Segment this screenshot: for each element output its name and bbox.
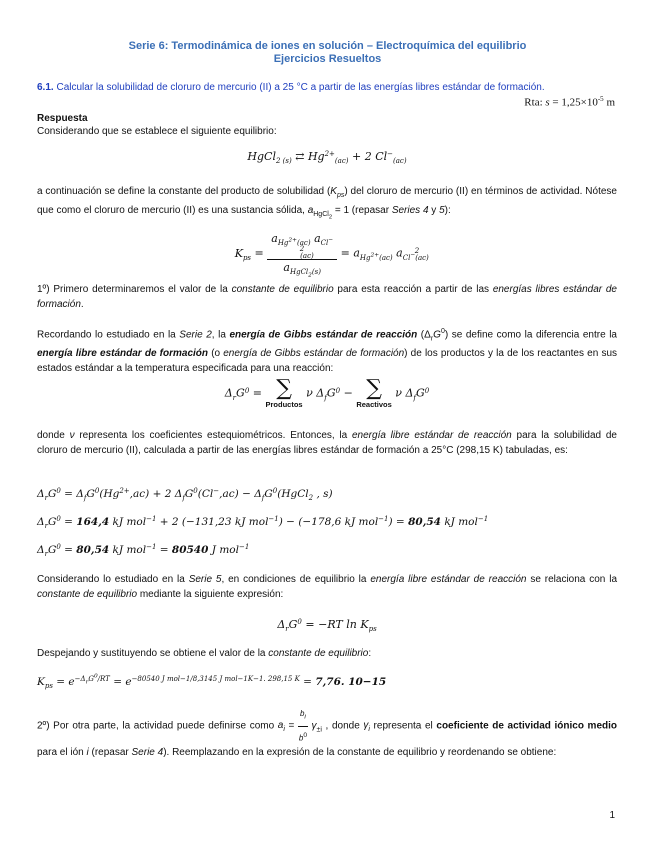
paragraph-step2: 2º) Por otra parte, la actividad puede definirse como $a_i$ = $\frac{b_i}{b^0}$ $\gamma_{\pm i}$ , donde $\gamma_i$ representa el coeficiente de actividad iónico medio para el ión i (repasar Serie 4). Reemplazando en la expresión de la constante de equilibrio y reordenando se obtiene:: [37, 706, 617, 760]
problem-statement: [37, 82, 637, 93]
answer-line: Rta: $s = 1,25\times 10^{-5}$ m: [524, 95, 615, 109]
equation-equilibrium: HgCl$_{2 (s)}$ ⇄ $Hg^{2+}_{(ac)} + 2$ $Cl^-_{(ac)}$: [247, 150, 407, 165]
paragraph-kps-definition: a continuación se define la constante del producto de solubilidad $(K_{ps})$ del cloruro de mercurio (II) en términos de actividad. Nótese que como el cloruro de mercurio (II) es una sustancia sólida, $a_{HgCl_2} = 1$ (repasar Series 4 y 5):: [37, 186, 617, 221]
page-number: 1: [609, 810, 615, 821]
paragraph-solving: Despejando y sustituyendo se obtiene el valor de la constante de equilibrio:: [37, 648, 372, 659]
equation-kps: $K_{ps}$ = $\frac{a_{Hg^{2+}(ac)} a_{Cl^-(ac)}^2}{a_{HgCl_2(s)}}$ = $a_{Hg^{2+}(ac)}$ $a_{Cl^-(ac)}^2$: [234, 232, 429, 279]
paragraph-gibbs-definition: Recordando lo estudiado en la Serie 2, la energía de Gibbs estándar de reacción $(\Delta_rG^0)$ se define como la diferencia entre la energía libre estándar de formación (o energía de Gibbs estándar de formación) de los productos y la de los reactantes en sus estados estándar a la temperatura especificada para una reacción:: [37, 328, 618, 375]
equation-gibbs-joules: $\Delta_rG^0 = 80,54$ kJ mol$^{-1}$ = 80540 J mol$^{-1}$: [37, 543, 250, 558]
series-subtitle: Ejercicios Resueltos: [273, 53, 382, 65]
problem-text: Calcular la solubilidad de cloruro de mercurio (II) a 25 °C a partir de las energías libres estándar de formación.: [56, 82, 545, 93]
paragraph-equilibrium: Considerando que se establece el siguiente equilibrio:: [37, 126, 277, 137]
paragraph-serie5: Considerando lo estudiado en la Serie 5, en condiciones de equilibrio la energía libre estándar de reacción se relaciona con la constante de equilibrio mediante la siguiente expresión:: [37, 574, 618, 600]
kps-result: 7,76. 10−15: [315, 676, 387, 688]
equation-kps-value: $K_{ps} = e^{-\Delta_rG^0/RT} = e^{-80540 J mol-1/8,3145 J mol-1K-1. 298,15 K} = 7,76$. 10−15: [37, 673, 387, 691]
equation-gibbs-sum: $\Delta_rG^0$ = ∑ Productos ν $\Delta_fG^0$ − ∑ Reactivos ν $\Delta_fG^0$: [224, 376, 430, 409]
sum-products: ∑ Productos: [265, 376, 303, 409]
series-title: Serie 6: Termodinámica de iones en solución – Electroquímica del equilibrio: [128, 40, 527, 52]
respuesta-heading: Respuesta: [37, 113, 88, 124]
problem-number: 6.1.: [37, 82, 54, 93]
equation-gibbs-formation: $\Delta_rG^0 = \Delta_fG^0(Hg^{2+},ac) + 2$ $\Delta_fG^0(Cl^-,ac)$ − $\Delta_fG^0(HgCl_2$ , s): [37, 487, 333, 502]
paragraph-step1: 1º) Primero determinaremos el valor de la constante de equilibrio para esta reacción a partir de las energías libres estándar de formación.: [37, 284, 617, 310]
equation-gibbs-lnk: $\Delta_rG^0 = -RT$ $\ln K_{ps}$: [277, 618, 377, 634]
equation-gibbs-numeric: $\Delta_rG^0 = 164,4$ kJ mol$^{-1}$ + 2 (−131,23 kJ mol$^{-1}$) − (−178,6 kJ mol$^{-1}$) = 80,54 kJ mol$^{-1}$: [37, 515, 489, 530]
sum-reactants: ∑ Reactivos: [356, 376, 392, 409]
paragraph-stoichiometry: donde ν representa los coeficientes estequiométricos. Entonces, la energía libre estándar de reacción para la solubilidad de cloruro de mercurio (II), calculada a partir de las energías libres estándar de formación a 25°C (298,15 K) tabuladas, es:: [37, 430, 617, 456]
